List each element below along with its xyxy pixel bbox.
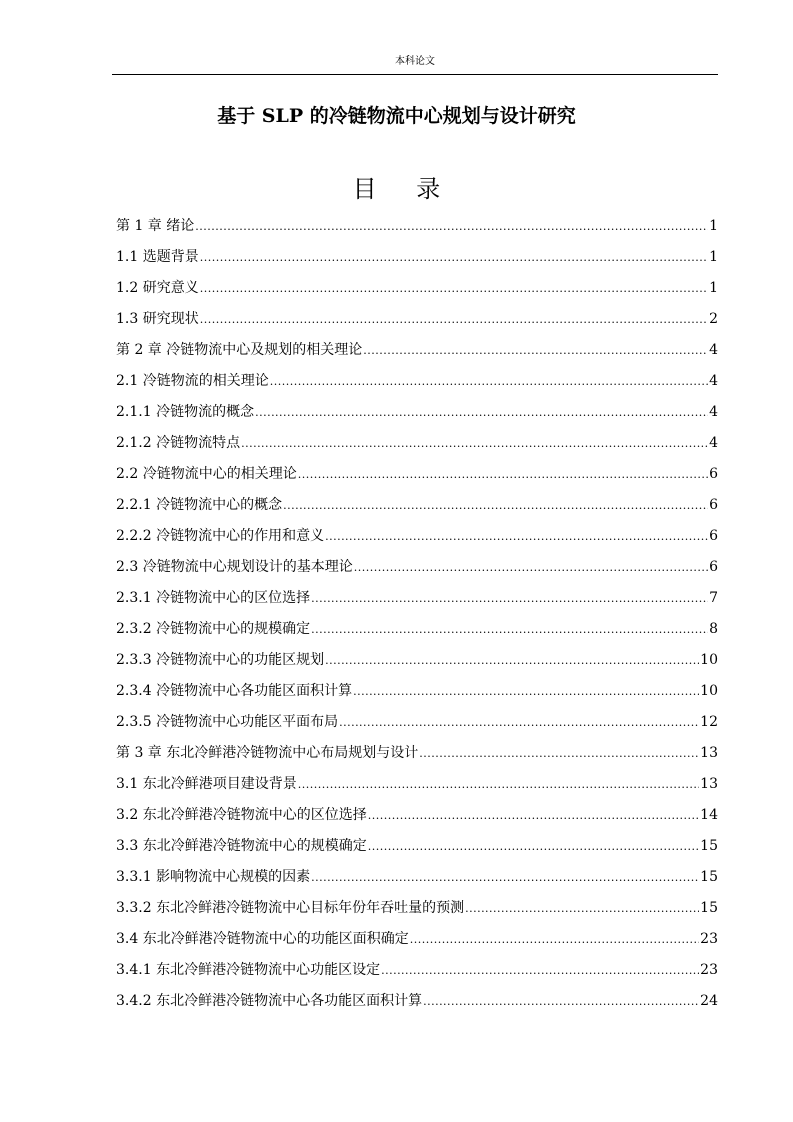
toc-leader-dots — [311, 583, 708, 614]
toc-entry[interactable] — [116, 831, 718, 862]
toc-entry[interactable] — [116, 614, 718, 645]
toc-leader-dots — [465, 893, 699, 924]
toc-entry[interactable] — [116, 211, 718, 242]
toc-entry-label: 3.2 东北冷鲜港冷链物流中心的区位选择 — [116, 807, 367, 823]
toc-entry-label: 2.2.1 冷链物流中心的概念 — [116, 497, 283, 513]
toc-entry-label: 1.1 选题背景 — [116, 249, 199, 265]
toc-entry-page-number: 1 — [709, 280, 718, 296]
toc-entry[interactable] — [116, 366, 718, 397]
toc-entry-page-number: 15 — [700, 869, 718, 885]
toc-leader-dots — [200, 242, 708, 273]
toc-entry-label: 2.3.5 冷链物流中心功能区平面布局 — [116, 714, 339, 730]
toc-leader-dots — [311, 862, 699, 893]
toc-entry-page-number: 8 — [709, 621, 718, 637]
toc-leader-dots — [311, 614, 708, 645]
toc-entry[interactable] — [116, 242, 718, 273]
toc-entry-label: 2.3 冷链物流中心规划设计的基本理论 — [116, 559, 353, 575]
toc-leader-dots — [368, 800, 699, 831]
toc-leader-dots — [298, 769, 699, 800]
toc-entry-label: 2.3.3 冷链物流中心的功能区规划 — [116, 652, 325, 668]
toc-entry-page-number: 2 — [709, 311, 718, 327]
toc-leader-dots — [325, 521, 708, 552]
toc-entry[interactable] — [116, 428, 718, 459]
toc-leader-dots — [325, 645, 699, 676]
toc-leader-dots — [419, 738, 699, 769]
toc-entry-label: 2.3.1 冷链物流中心的区位选择 — [116, 590, 311, 606]
toc-leader-dots — [410, 924, 699, 955]
toc-entry-page-number: 6 — [709, 466, 718, 482]
toc-leader-dots — [200, 273, 708, 304]
toc-entry-label: 2.1.2 冷链物流特点 — [116, 435, 241, 451]
toc-entry-page-number: 4 — [709, 342, 718, 358]
toc-entry-page-number: 6 — [709, 497, 718, 513]
toc-entry-label: 3.1 东北冷鲜港项目建设背景 — [116, 776, 297, 792]
toc-entry-label: 2.1 冷链物流的相关理论 — [116, 373, 269, 389]
toc-leader-dots — [195, 211, 708, 242]
toc-entry-label: 3.3.1 影响物流中心规模的因素 — [116, 869, 311, 885]
toc-entry-label: 2.2.2 冷链物流中心的作用和意义 — [116, 528, 325, 544]
toc-entry-page-number: 6 — [709, 528, 718, 544]
toc-entry-label: 3.4.2 东北冷鲜港冷链物流中心各功能区面积计算 — [116, 993, 423, 1009]
toc-entry-page-number: 12 — [700, 714, 718, 730]
toc-entry[interactable] — [116, 490, 718, 521]
toc-entry[interactable] — [116, 304, 718, 335]
toc-entry-label: 3.4.1 东北冷鲜港冷链物流中心功能区设定 — [116, 962, 381, 978]
toc-entry-label: 2.1.1 冷链物流的概念 — [116, 404, 255, 420]
toc-entry-label: 1.3 研究现状 — [116, 311, 199, 327]
toc-entry-page-number: 23 — [700, 931, 718, 947]
toc-entry[interactable] — [116, 583, 718, 614]
toc-entry[interactable] — [116, 459, 718, 490]
toc-entry[interactable] — [116, 893, 718, 924]
toc-leader-dots — [363, 335, 708, 366]
toc-entry-page-number: 23 — [700, 962, 718, 978]
toc-leader-dots — [241, 428, 708, 459]
toc-entry-page-number: 14 — [700, 807, 718, 823]
toc-entry-label: 3.4 东北冷鲜港冷链物流中心的功能区面积确定 — [116, 931, 409, 947]
toc-entry-page-number: 1 — [709, 249, 718, 265]
toc-entry-page-number: 13 — [700, 745, 718, 761]
toc-entry-page-number: 4 — [709, 404, 718, 420]
toc-leader-dots — [339, 707, 699, 738]
toc-entry[interactable] — [116, 552, 718, 583]
toc-entry[interactable] — [116, 955, 718, 986]
toc-entry[interactable] — [116, 862, 718, 893]
toc-leader-dots — [368, 831, 699, 862]
toc-entry-label: 第 2 章 冷链物流中心及规划的相关理论 — [116, 342, 363, 358]
toc-entry-page-number: 10 — [700, 683, 718, 699]
toc-leader-dots — [381, 955, 699, 986]
toc-entry[interactable] — [116, 769, 718, 800]
toc-leader-dots — [270, 366, 708, 397]
toc-entry-page-number: 7 — [709, 590, 718, 606]
toc-entry[interactable] — [116, 645, 718, 676]
toc-leader-dots — [354, 552, 708, 583]
toc-leader-dots — [423, 986, 699, 1017]
toc-heading: 目 录 — [352, 175, 457, 203]
toc-entry[interactable] — [116, 707, 718, 738]
toc-entry-label: 2.3.2 冷链物流中心的规模确定 — [116, 621, 311, 637]
toc-entry[interactable] — [116, 521, 718, 552]
toc-entry-label: 1.2 研究意义 — [116, 280, 199, 296]
toc-entry-label: 2.3.4 冷链物流中心各功能区面积计算 — [116, 683, 353, 699]
document-title: 基于 SLP 的冷链物流中心规划与设计研究 — [217, 105, 576, 127]
table-of-contents — [116, 211, 718, 1017]
toc-entry-page-number: 24 — [700, 993, 718, 1009]
toc-leader-dots — [283, 490, 708, 521]
toc-entry[interactable] — [116, 800, 718, 831]
toc-entry-page-number: 1 — [709, 218, 718, 234]
toc-leader-dots — [200, 304, 708, 335]
running-title: 本科论文 — [395, 56, 435, 67]
toc-entry-label: 第 3 章 东北冷鲜港冷链物流中心布局规划与设计 — [116, 745, 419, 761]
toc-entry[interactable] — [116, 924, 718, 955]
toc-entry-page-number: 10 — [700, 652, 718, 668]
toc-entry-label: 2.2 冷链物流中心的相关理论 — [116, 466, 297, 482]
toc-entry[interactable] — [116, 986, 718, 1017]
toc-leader-dots — [255, 397, 708, 428]
toc-entry-label: 3.3.2 东北冷鲜港冷链物流中心目标年份年吞吐量的预测 — [116, 900, 465, 916]
toc-leader-dots — [298, 459, 708, 490]
toc-entry-label: 3.3 东北冷鲜港冷链物流中心的规模确定 — [116, 838, 367, 854]
toc-entry-page-number: 15 — [700, 838, 718, 854]
toc-entry-label: 第 1 章 绪论 — [116, 218, 195, 234]
toc-entry-page-number: 6 — [709, 559, 718, 575]
toc-entry[interactable] — [116, 676, 718, 707]
toc-entry-page-number: 4 — [709, 435, 718, 451]
toc-leader-dots — [353, 676, 699, 707]
toc-entry[interactable] — [116, 273, 718, 304]
page-header — [112, 54, 718, 75]
toc-entry[interactable] — [116, 397, 718, 428]
toc-entry-page-number: 15 — [700, 900, 718, 916]
toc-entry-page-number: 4 — [709, 373, 718, 389]
toc-entry[interactable] — [116, 335, 718, 366]
toc-entry[interactable] — [116, 738, 718, 769]
toc-entry-page-number: 13 — [700, 776, 718, 792]
